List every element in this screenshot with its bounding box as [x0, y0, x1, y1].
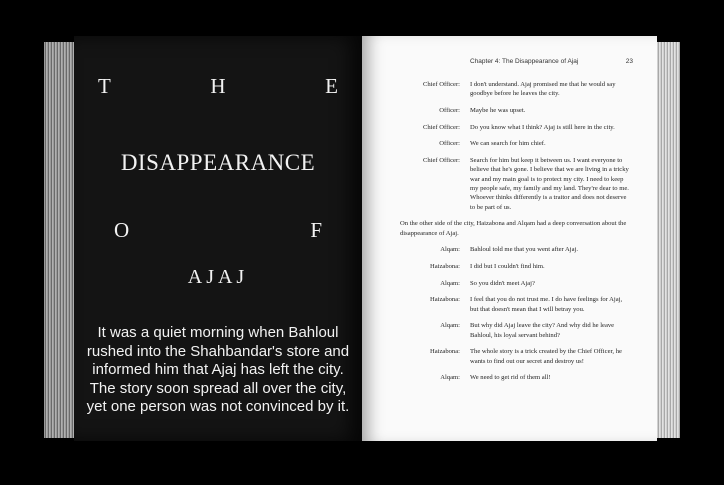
speaker-name: Officer: — [439, 107, 460, 114]
running-title: Chapter 4: The Disappearance of Ajaj — [470, 58, 579, 65]
speaker-name: Chief Officer: — [422, 123, 460, 131]
left-page — [74, 36, 362, 441]
dialogue-line — [362, 156, 657, 212]
dialogue-line — [362, 262, 657, 271]
page-edges-right — [654, 42, 680, 438]
speech-text: Bahloul told me that you went after Ajaj. — [470, 246, 579, 254]
page-number: 23 — [625, 58, 633, 65]
speaker-name: Alqam: — [440, 322, 460, 330]
dialogue-line — [362, 321, 657, 340]
dialogue-line — [362, 106, 657, 115]
dialogue-line — [362, 123, 657, 132]
speech-text: I don't understand. Ajaj promised me that he would say goodbye before he leaves the city. — [470, 81, 616, 98]
speech-text: So you didn't meet Ajaj? — [470, 279, 535, 287]
speaker-name: Chief Officer: — [422, 156, 460, 164]
speech-text: The whole story is a trick created by the Chief Officer, he wants to find out our secret and destroy us! — [470, 348, 622, 365]
title-word: AJAJ — [187, 266, 249, 288]
dialogue-line — [362, 245, 657, 254]
dialogue-line — [362, 279, 657, 288]
speaker-name: Officer: — [439, 140, 460, 148]
speech-text: But why did Ajaj leave the city? And why did he leave Bahloul, his loyal servant behind? — [470, 322, 615, 339]
speaker-name: Haizabona: — [429, 263, 460, 270]
dialogue-line — [362, 80, 657, 99]
title-word: DISAPPEARANCE — [120, 150, 316, 175]
title-line-ajaj — [98, 266, 338, 289]
page-edges-left — [44, 42, 76, 438]
dialogue-line — [362, 139, 657, 148]
dialogue-line — [362, 347, 657, 366]
speaker-name: Alqam: — [440, 279, 460, 287]
speaker-name: Chief Officer: — [422, 81, 460, 88]
speech-text: We need to get rid of them all! — [470, 374, 551, 382]
speech-text: Search for him but keep it between us. I want everyone to believe that he's gone. I believe that we are living in a tricky war and my main goal is to protect my city. I need to keep my people safe, my family and my land. They're dear to me. Whoever thinks differently is a traitor and does not deserve to be part of us. — [470, 156, 629, 211]
right-page — [362, 36, 657, 441]
speaker-name: Haizabona: — [429, 348, 460, 356]
title-letter: F — [310, 218, 322, 242]
speaker-name: Haizabona: — [429, 296, 460, 304]
title-letter: H — [210, 74, 226, 98]
speech-text: We can search for him chief. — [470, 140, 546, 148]
title-line-the — [98, 74, 338, 99]
narration-text: On the other side of the city, Haizabona and Alqam had a deep conversation about the disappearance of Ajaj. — [400, 220, 627, 237]
title-line-of — [114, 218, 322, 243]
title-letter: E — [325, 74, 338, 98]
dialogue-line — [362, 373, 657, 382]
title-line-disappearance — [84, 150, 352, 176]
speech-text: I did but I couldn't find him. — [470, 263, 545, 270]
dialogue-line — [362, 295, 657, 314]
title-letter: T — [98, 74, 111, 98]
blurb-text: It was a quiet morning when Bahloul rushed into the Shahbandar's store and informed him that Ajaj has left the city. The story soon spread all over the city, yet one person was not convinced by it. — [86, 324, 350, 415]
speech-text: I feel that you do not trust me. I do have feelings for Ajaj, but that doesn't mean that I will betray you. — [470, 296, 623, 313]
speech-text: Do you know what I think? Ajaj is still here in the city. — [470, 123, 615, 131]
speech-text: Maybe he was upset. — [470, 107, 526, 114]
speaker-name: Alqam: — [440, 246, 460, 254]
title-letter: O — [114, 218, 130, 242]
script-body — [362, 80, 657, 390]
speaker-name: Alqam: — [440, 374, 460, 382]
